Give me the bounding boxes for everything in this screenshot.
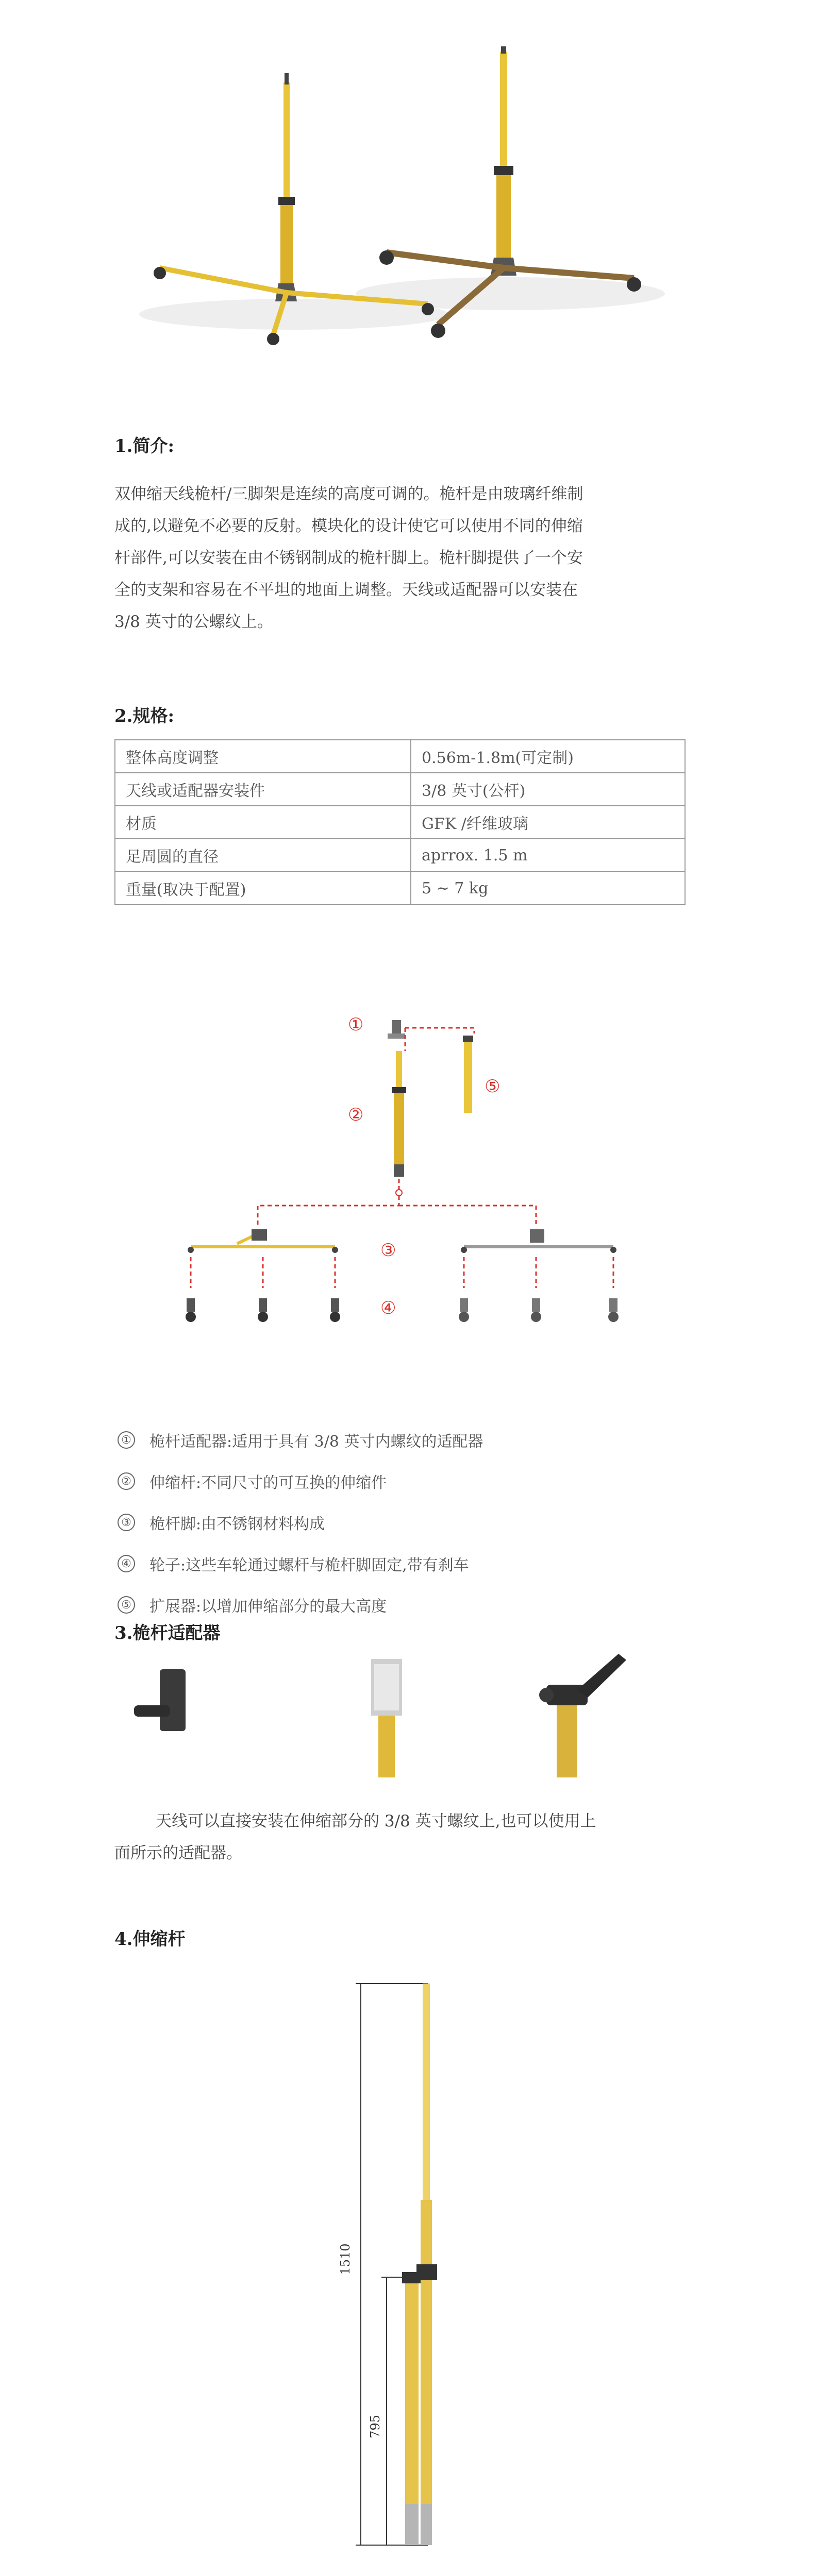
- table-row: [115, 839, 685, 872]
- table-row: [115, 740, 685, 773]
- diagram-marker-5: ⑤: [485, 1076, 500, 1097]
- section-2-title: 2.规格:: [114, 706, 175, 726]
- legend-text: 扩展器:以增加伸缩部分的最大高度: [149, 1598, 387, 1616]
- section-3-title: 3.桅杆适配器: [114, 1623, 221, 1643]
- table-cell: 整体高度调整: [115, 740, 411, 773]
- para-line: 天线可以直接安装在伸缩部分的 3/8 英寸螺纹上,也可以使用上: [156, 1812, 596, 1831]
- table-cell: aprrox. 1.5 m: [411, 839, 685, 872]
- legend-text: 桅杆适配器:适用于具有 3/8 英寸内螺纹的适配器: [149, 1433, 483, 1451]
- table-cell: GFK /纤维玻璃: [411, 806, 685, 839]
- para-line: 杆部件,可以安装在由不锈钢制成的桅杆脚上。桅杆脚提供了一个安: [114, 549, 583, 567]
- legend-number: ③: [118, 1514, 135, 1531]
- legend-number: ④: [118, 1555, 135, 1572]
- table-cell: 3/8 英寸(公杆): [411, 773, 685, 806]
- legend-item: [118, 1552, 469, 1575]
- legend-text: 伸缩杆:不同尺寸的可互换的伸缩件: [149, 1474, 387, 1492]
- section-1-title: 1.简介:: [114, 436, 175, 456]
- table-cell: 天线或适配器安装件: [115, 773, 411, 806]
- table-row: [115, 806, 685, 839]
- table-row: [115, 872, 685, 905]
- section-3-paragraph: [114, 1805, 702, 1869]
- diagram-marker-4: ④: [380, 1298, 396, 1318]
- para-line: 双伸缩天线桅杆/三脚架是连续的高度可调的。桅杆是由玻璃纤维制: [114, 485, 583, 503]
- dimension-tall: 1510: [338, 2243, 353, 2275]
- table-cell: 材质: [115, 806, 411, 839]
- legend-number: ⑤: [118, 1596, 135, 1614]
- hero-mast-photo: [119, 46, 727, 355]
- para-line: 全的支架和容易在不平坦的地面上调整。天线或适配器可以安装在: [114, 581, 578, 599]
- legend-item: [118, 1470, 387, 1493]
- dimension-short: 795: [368, 2415, 382, 2438]
- diagram-marker-3: ③: [380, 1240, 396, 1261]
- table-row: [115, 773, 685, 806]
- telescopic-pole-drawing: [325, 1978, 495, 2566]
- component-diagram: [165, 1010, 660, 1340]
- table-cell: 0.56m-1.8m(可定制): [411, 740, 685, 773]
- para-line: 3/8 英寸的公螺纹上。: [114, 613, 273, 631]
- diagram-marker-2: ②: [348, 1105, 364, 1125]
- legend-text: 桅杆脚:由不锈钢材料构成: [149, 1515, 325, 1533]
- legend-text: 轮子:这些车轮通过螺杆与桅杆脚固定,带有刹车: [149, 1556, 469, 1574]
- section-1-paragraph: [114, 478, 692, 638]
- diagram-marker-1: ①: [348, 1014, 364, 1035]
- legend-number: ②: [118, 1472, 135, 1490]
- legend-number: ①: [118, 1431, 135, 1449]
- legend-item: [118, 1429, 483, 1451]
- section-4-title: 4.伸缩杆: [114, 1929, 186, 1950]
- mast-adapter-photos: [124, 1649, 691, 1783]
- table-cell: 足周圆的直径: [115, 839, 411, 872]
- legend-item: [118, 1594, 387, 1616]
- table-cell: 5 ~ 7 kg: [411, 872, 685, 905]
- spec-table: [114, 739, 686, 905]
- legend-item: [118, 1511, 325, 1534]
- table-cell: 重量(取决于配置): [115, 872, 411, 905]
- para-line: 面所示的适配器。: [114, 1844, 242, 1862]
- para-line: 成的,以避免不必要的反射。模块化的设计使它可以使用不同的伸缩: [114, 517, 583, 535]
